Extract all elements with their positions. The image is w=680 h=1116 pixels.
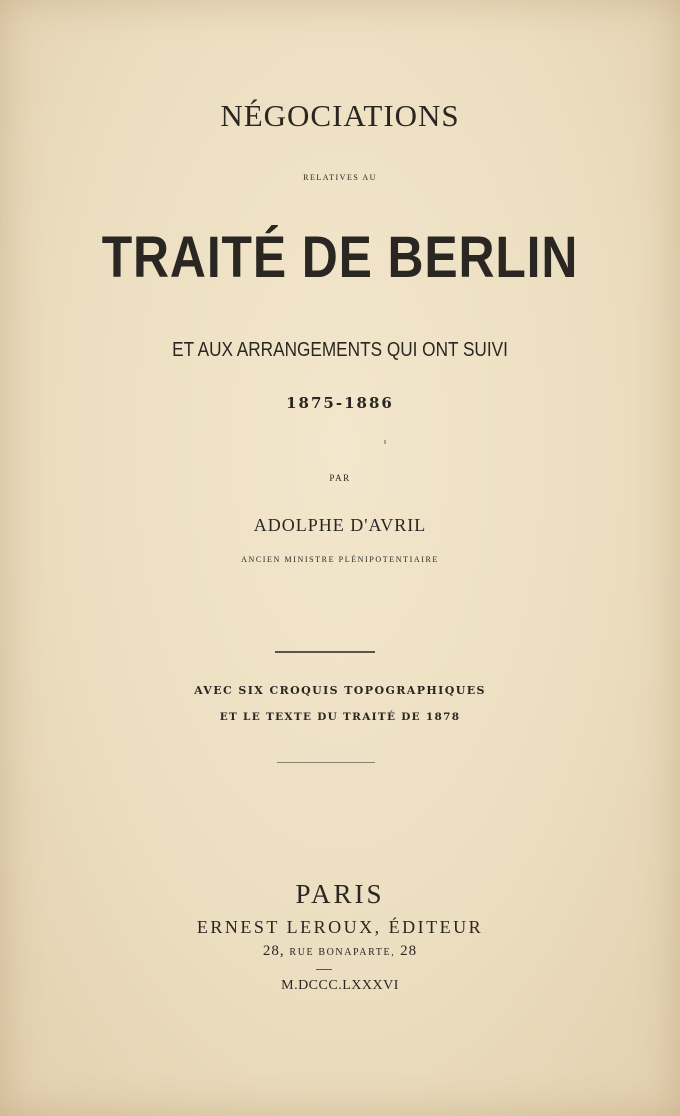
note-line-2: ET LE TEXTE DU TRAITÉ DE 1878	[219, 711, 461, 723]
address-street: RUE BONAPARTE,	[289, 947, 396, 958]
author-title: ANCIEN MINISTRE PLÉNIPOTENTIAIRE	[241, 555, 439, 564]
address-number-start: 28,	[262, 943, 285, 959]
divider-dash	[316, 969, 332, 970]
imprint-city: PARIS	[295, 879, 385, 909]
imprint-year: M.DCCC.LXXXVI	[281, 978, 399, 993]
by-label: PAR	[329, 473, 351, 483]
imprint-publisher: ERNEST LEROUX, ÉDITEUR	[196, 917, 484, 937]
divider-rule	[275, 651, 375, 653]
note-line-1: AVEC SIX CROQUIS TOPOGRAPHIQUES	[194, 684, 486, 697]
divider-rule-thin	[277, 762, 375, 763]
address-number-end: 28	[400, 943, 418, 959]
date-range: 1875-1886	[286, 394, 394, 412]
paper-speck	[384, 440, 386, 444]
heading-negociations: NÉGOCIATIONS	[220, 98, 460, 133]
imprint-address	[0, 940, 680, 964]
main-title: TRAITÉ DE BERLIN	[101, 225, 579, 290]
subtitle: ET AUX ARRANGEMENTS QUI ONT SUIVI	[172, 339, 508, 361]
heading-relatives-au: RELATIVES AU	[303, 173, 377, 182]
author-name: ADOLPHE D'AVRIL	[253, 515, 427, 535]
